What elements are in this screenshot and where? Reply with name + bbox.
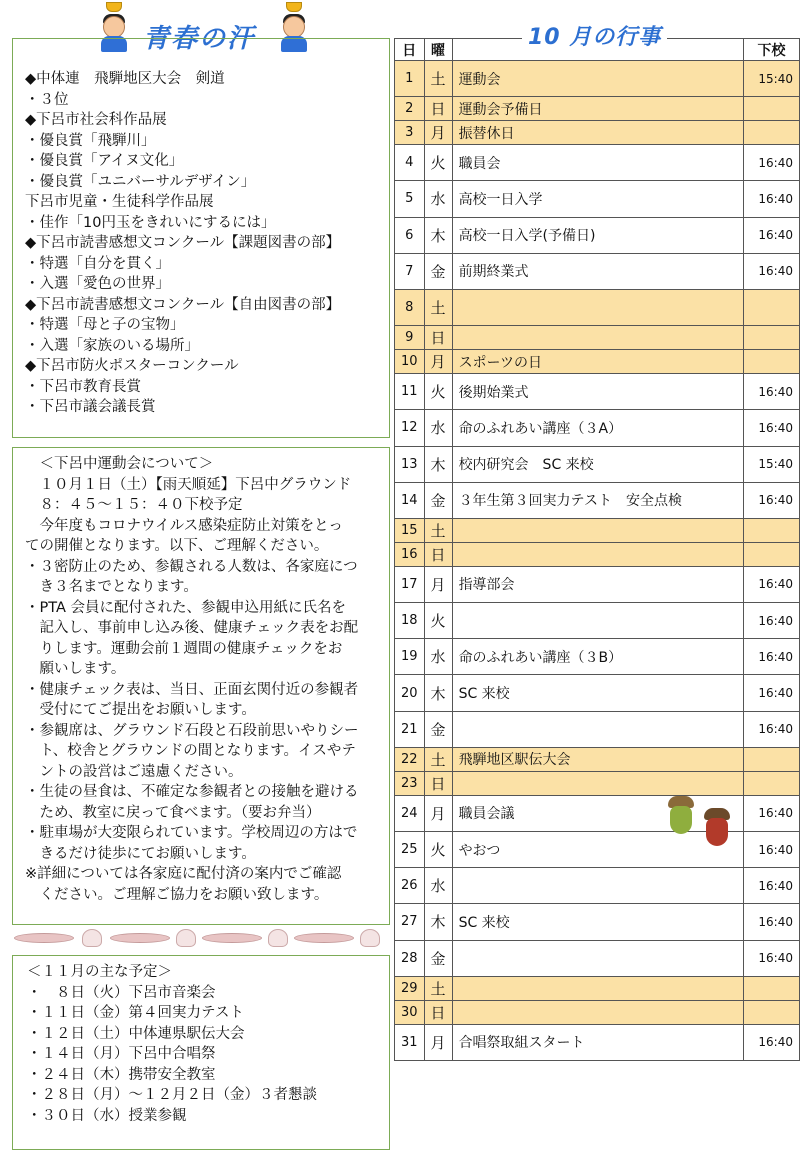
event-cell: 職員会議 bbox=[452, 795, 743, 831]
schedule-line: ・１２日（土）中体連県駅伝大会 bbox=[27, 1025, 245, 1042]
weekday-cell: 日 bbox=[424, 1000, 452, 1024]
dismissal-cell bbox=[744, 542, 800, 566]
notice-line: 受付にてご提出をお願いします。 bbox=[25, 702, 256, 718]
calendar-row bbox=[395, 868, 800, 904]
day-cell: 26 bbox=[395, 868, 425, 904]
achievement-line: ◆下呂市読書感想文コンクール【課題図書の部】 bbox=[25, 235, 341, 251]
achievement-line: ◆下呂市読書感想文コンクール【自由図書の部】 bbox=[25, 296, 341, 313]
calendar-row bbox=[395, 940, 800, 976]
achievements-box bbox=[12, 38, 390, 438]
sports-day-notice bbox=[12, 447, 390, 925]
header-dismissal: 下校 bbox=[744, 39, 800, 61]
weekday-cell: 火 bbox=[424, 832, 452, 868]
day-cell: 11 bbox=[395, 374, 425, 410]
schedule-line: ・３０日（水）授業参観 bbox=[27, 1107, 187, 1124]
weekday-cell: 月 bbox=[424, 121, 452, 145]
acorn-icon bbox=[666, 796, 694, 836]
event-cell: 前期終業式 bbox=[452, 253, 743, 289]
event-cell: 校内研究会 SC 来校 bbox=[452, 446, 743, 482]
achievement-line: 下呂市児童・生徒科学作品展 bbox=[25, 194, 214, 210]
event-cell: 指導部会 bbox=[452, 566, 743, 602]
dismissal-cell: 15:40 bbox=[744, 446, 800, 482]
weekday-cell: 日 bbox=[424, 771, 452, 795]
event-cell bbox=[452, 1000, 743, 1024]
notice-line: ８：４５～１５：４０下校予定 bbox=[25, 497, 243, 513]
calendar-row bbox=[395, 603, 800, 639]
dismissal-cell bbox=[744, 976, 800, 1000]
event-cell bbox=[452, 940, 743, 976]
dismissal-cell bbox=[744, 97, 800, 121]
calendar-row bbox=[395, 482, 800, 518]
dismissal-cell bbox=[744, 289, 800, 325]
achievement-line: ・３位 bbox=[25, 91, 69, 108]
day-cell: 19 bbox=[395, 639, 425, 675]
event-cell: 運動会 bbox=[452, 61, 743, 97]
dismissal-cell: 16:40 bbox=[744, 832, 800, 868]
dismissal-cell: 16:40 bbox=[744, 145, 800, 181]
achievement-line: ・特選「母と子の宝物」 bbox=[25, 317, 185, 333]
calendar-row bbox=[395, 446, 800, 482]
day-cell: 1 bbox=[395, 61, 425, 97]
event-cell bbox=[452, 542, 743, 566]
day-cell: 2 bbox=[395, 97, 425, 121]
calendar-row bbox=[395, 518, 800, 542]
achievement-line: ◆下呂市社会科作品展 bbox=[25, 112, 167, 128]
event-cell: 合唱祭取組スタート bbox=[452, 1024, 743, 1060]
calendar-row bbox=[395, 410, 800, 446]
weekday-cell: 土 bbox=[424, 976, 452, 1000]
schedule-line: ・１１日（金）第４回実力テスト bbox=[27, 1005, 244, 1021]
day-cell: 25 bbox=[395, 832, 425, 868]
notice-line: ・PTA 会員に配付された、参観申込用紙に氏名を bbox=[25, 599, 347, 616]
notice-line: ・参観席は、グラウンド石段と石段前思いやりシー bbox=[25, 722, 359, 739]
event-cell: 職員会 bbox=[452, 145, 743, 181]
calendar-row bbox=[395, 976, 800, 1000]
notice-line: ・健康チェック表は、当日、正面玄関付近の参観者 bbox=[25, 681, 359, 698]
weekday-cell: 水 bbox=[424, 410, 452, 446]
event-cell: 運動会予備日 bbox=[452, 97, 743, 121]
weekday-cell: 火 bbox=[424, 145, 452, 181]
dismissal-cell: 15:40 bbox=[744, 61, 800, 97]
calendar-row bbox=[395, 217, 800, 253]
day-cell: 10 bbox=[395, 350, 425, 374]
fish-decoration bbox=[14, 927, 384, 949]
weekday-cell: 水 bbox=[424, 868, 452, 904]
section-title: 青春の汗 bbox=[143, 24, 256, 54]
notice-line: ・駐車場が大変限られています。学校周辺の方はで bbox=[25, 825, 358, 841]
achievement-line: ・佳作「10円玉をきれいにするには」 bbox=[25, 214, 276, 231]
calendar-row bbox=[395, 771, 800, 795]
weekday-cell: 月 bbox=[424, 795, 452, 831]
achievement-line: ◆下呂市防火ポスターコンクール bbox=[25, 358, 239, 374]
day-cell: 27 bbox=[395, 904, 425, 940]
dismissal-cell: 16:40 bbox=[744, 711, 800, 747]
header-weekday: 曜 bbox=[424, 39, 452, 61]
calendar-row bbox=[395, 97, 800, 121]
day-cell: 14 bbox=[395, 482, 425, 518]
achievement-line: ・入選「家族のいる場所」 bbox=[25, 337, 199, 354]
achievement-line: ・下呂市議会議長賞 bbox=[25, 399, 156, 415]
november-schedule bbox=[12, 955, 390, 1150]
day-cell: 16 bbox=[395, 542, 425, 566]
notice-line: ため、教室に戻って食べます。（要お弁当） bbox=[25, 804, 321, 821]
dismissal-cell: 16:40 bbox=[744, 410, 800, 446]
dismissal-cell: 16:40 bbox=[744, 566, 800, 602]
notice-line: １０月１日（土）【雨天順延】下呂中グラウンド bbox=[25, 476, 352, 493]
day-cell: 9 bbox=[395, 326, 425, 350]
day-cell: 22 bbox=[395, 747, 425, 771]
dismissal-cell bbox=[744, 518, 800, 542]
event-cell bbox=[452, 518, 743, 542]
event-cell: やおつ bbox=[452, 832, 743, 868]
dismissal-cell: 16:40 bbox=[744, 868, 800, 904]
achievement-line: ・入選「愛色の世界」 bbox=[25, 276, 170, 292]
notice-line: りします。運動会前１週間の健康チェックをお bbox=[25, 640, 343, 657]
day-cell: 31 bbox=[395, 1024, 425, 1060]
day-cell: 21 bbox=[395, 711, 425, 747]
weekday-cell: 日 bbox=[424, 326, 452, 350]
notice-line: 願いします。 bbox=[25, 661, 126, 677]
day-cell: 13 bbox=[395, 446, 425, 482]
notice-line: ての開催となります。以下、ご理解ください。 bbox=[25, 538, 329, 554]
day-cell: 15 bbox=[395, 518, 425, 542]
calendar-row bbox=[395, 121, 800, 145]
schedule-line: ・２８日（月）～１２月２日（金）３者懇談 bbox=[27, 1087, 317, 1103]
notice-line: ※詳細については各家庭に配付済の案内でご確認 bbox=[25, 866, 342, 882]
notice-line: ・生徒の昼食は、不確定な参観者との接触を避ける bbox=[25, 784, 359, 800]
calendar-row bbox=[395, 253, 800, 289]
schedule-line: ・２４日（木）携帯安全教室 bbox=[27, 1066, 216, 1083]
weekday-cell: 土 bbox=[424, 518, 452, 542]
weekday-cell: 木 bbox=[424, 675, 452, 711]
calendar-row bbox=[395, 61, 800, 97]
calendar-row bbox=[395, 711, 800, 747]
dismissal-cell: 16:40 bbox=[744, 217, 800, 253]
dismissal-cell bbox=[744, 1000, 800, 1024]
dismissal-cell bbox=[744, 771, 800, 795]
day-cell: 28 bbox=[395, 940, 425, 976]
weekday-cell: 火 bbox=[424, 374, 452, 410]
weekday-cell: 金 bbox=[424, 711, 452, 747]
day-cell: 23 bbox=[395, 771, 425, 795]
calendar-row bbox=[395, 1024, 800, 1060]
day-cell: 20 bbox=[395, 675, 425, 711]
dismissal-cell: 16:40 bbox=[744, 795, 800, 831]
header-day: 日 bbox=[395, 39, 425, 61]
notice-line: き３名までとなります。 bbox=[25, 579, 198, 595]
schedule-line: ・１４日（月）下呂中合唱祭 bbox=[27, 1046, 216, 1062]
event-cell bbox=[452, 289, 743, 325]
calendar-row bbox=[395, 566, 800, 602]
calendar-row bbox=[395, 904, 800, 940]
dismissal-cell bbox=[744, 747, 800, 771]
weekday-cell: 木 bbox=[424, 217, 452, 253]
dismissal-cell bbox=[744, 326, 800, 350]
dismissal-cell: 16:40 bbox=[744, 253, 800, 289]
achievement-line: ・特選「自分を貫く」 bbox=[25, 255, 170, 272]
notice-line: ントの設営はご遠慮ください。 bbox=[25, 763, 243, 780]
weekday-cell: 水 bbox=[424, 181, 452, 217]
calendar-row bbox=[395, 747, 800, 771]
achievement-line: ・優良賞「ユニバーサルデザイン」 bbox=[25, 173, 256, 190]
weekday-cell: 水 bbox=[424, 639, 452, 675]
weekday-cell: 金 bbox=[424, 253, 452, 289]
schedule-line: ＜１１月の主な予定＞ bbox=[27, 964, 172, 980]
calendar-row bbox=[395, 181, 800, 217]
event-cell: 命のふれあい講座（３A） bbox=[452, 410, 743, 446]
weekday-cell: 金 bbox=[424, 940, 452, 976]
day-cell: 29 bbox=[395, 976, 425, 1000]
event-cell bbox=[452, 976, 743, 1000]
weekday-cell: 月 bbox=[424, 350, 452, 374]
weekday-cell: 土 bbox=[424, 61, 452, 97]
event-cell: 飛騨地区駅伝大会 bbox=[452, 747, 743, 771]
event-cell bbox=[452, 711, 743, 747]
event-cell: 高校一日入学(予備日) bbox=[452, 217, 743, 253]
day-cell: 3 bbox=[395, 121, 425, 145]
calendar-row bbox=[395, 832, 800, 868]
dismissal-cell: 16:40 bbox=[744, 181, 800, 217]
event-cell bbox=[452, 603, 743, 639]
event-cell bbox=[452, 771, 743, 795]
calendar-row bbox=[395, 639, 800, 675]
notice-line: 記入し、事前申し込み後、健康チェック表をお配 bbox=[25, 620, 359, 636]
notice-line: ください。ご理解ご協力をお願い致します。 bbox=[25, 886, 329, 903]
calendar-title: 10 月の行事 bbox=[522, 20, 667, 51]
event-cell: 命のふれあい講座（３B） bbox=[452, 639, 743, 675]
event-cell: 高校一日入学 bbox=[452, 181, 743, 217]
dismissal-cell: 16:40 bbox=[744, 603, 800, 639]
notice-line: ＜下呂中運動会について＞ bbox=[25, 456, 214, 472]
day-cell: 18 bbox=[395, 603, 425, 639]
day-cell: 4 bbox=[395, 145, 425, 181]
schedule-line: ・ ８日（火）下呂市音楽会 bbox=[27, 984, 216, 1001]
dismissal-cell: 16:40 bbox=[744, 904, 800, 940]
event-cell bbox=[452, 326, 743, 350]
day-cell: 30 bbox=[395, 1000, 425, 1024]
calendar-row bbox=[395, 289, 800, 325]
notice-line: きるだけ徒歩にてお願いします。 bbox=[25, 845, 256, 862]
dismissal-cell: 16:40 bbox=[744, 639, 800, 675]
dismissal-cell: 16:40 bbox=[744, 482, 800, 518]
calendar-row bbox=[395, 795, 800, 831]
calendar-row bbox=[395, 374, 800, 410]
notice-line: ・３密防止のため、参観される人数は、各家庭につ bbox=[25, 558, 358, 575]
calendar-row bbox=[395, 145, 800, 181]
event-cell: ３年生第３回実力テスト 安全点検 bbox=[452, 482, 743, 518]
calendar-row bbox=[395, 675, 800, 711]
calendar-row bbox=[395, 1000, 800, 1024]
day-cell: 17 bbox=[395, 566, 425, 602]
acorn-icon bbox=[702, 808, 730, 848]
weekday-cell: 土 bbox=[424, 289, 452, 325]
notice-line: ト、校舎とグラウンドの間となります。イスやテ bbox=[25, 743, 356, 759]
weekday-cell: 火 bbox=[424, 603, 452, 639]
calendar-row bbox=[395, 326, 800, 350]
dismissal-cell: 16:40 bbox=[744, 675, 800, 711]
event-cell: SC 来校 bbox=[452, 904, 743, 940]
notice-line: 今年度もコロナウイルス感染症防止対策をとっ bbox=[25, 517, 343, 534]
dismissal-cell: 16:40 bbox=[744, 940, 800, 976]
achievement-line: ◆中体連 飛騨地区大会 剣道 bbox=[25, 71, 225, 87]
achievement-line: ・優良賞「飛騨川」 bbox=[25, 132, 156, 149]
event-cell bbox=[452, 868, 743, 904]
weekday-cell: 木 bbox=[424, 446, 452, 482]
weekday-cell: 月 bbox=[424, 1024, 452, 1060]
day-cell: 6 bbox=[395, 217, 425, 253]
day-cell: 5 bbox=[395, 181, 425, 217]
weekday-cell: 月 bbox=[424, 566, 452, 602]
day-cell: 12 bbox=[395, 410, 425, 446]
weekday-cell: 日 bbox=[424, 542, 452, 566]
dismissal-cell bbox=[744, 121, 800, 145]
day-cell: 7 bbox=[395, 253, 425, 289]
event-cell: SC 来校 bbox=[452, 675, 743, 711]
calendar-row bbox=[395, 350, 800, 374]
event-cell: 後期始業式 bbox=[452, 374, 743, 410]
weekday-cell: 木 bbox=[424, 904, 452, 940]
weekday-cell: 金 bbox=[424, 482, 452, 518]
day-cell: 24 bbox=[395, 795, 425, 831]
weekday-cell: 土 bbox=[424, 747, 452, 771]
calendar-row bbox=[395, 542, 800, 566]
event-cell: スポーツの日 bbox=[452, 350, 743, 374]
dismissal-cell: 16:40 bbox=[744, 374, 800, 410]
october-calendar bbox=[394, 38, 800, 1061]
dismissal-cell: 16:40 bbox=[744, 1024, 800, 1060]
dismissal-cell bbox=[744, 350, 800, 374]
achievement-line: ・下呂市教育長賞 bbox=[25, 378, 141, 395]
weekday-cell: 日 bbox=[424, 97, 452, 121]
achievement-line: ・優良賞「アイヌ文化」 bbox=[25, 153, 184, 169]
event-cell: 振替休日 bbox=[452, 121, 743, 145]
day-cell: 8 bbox=[395, 289, 425, 325]
